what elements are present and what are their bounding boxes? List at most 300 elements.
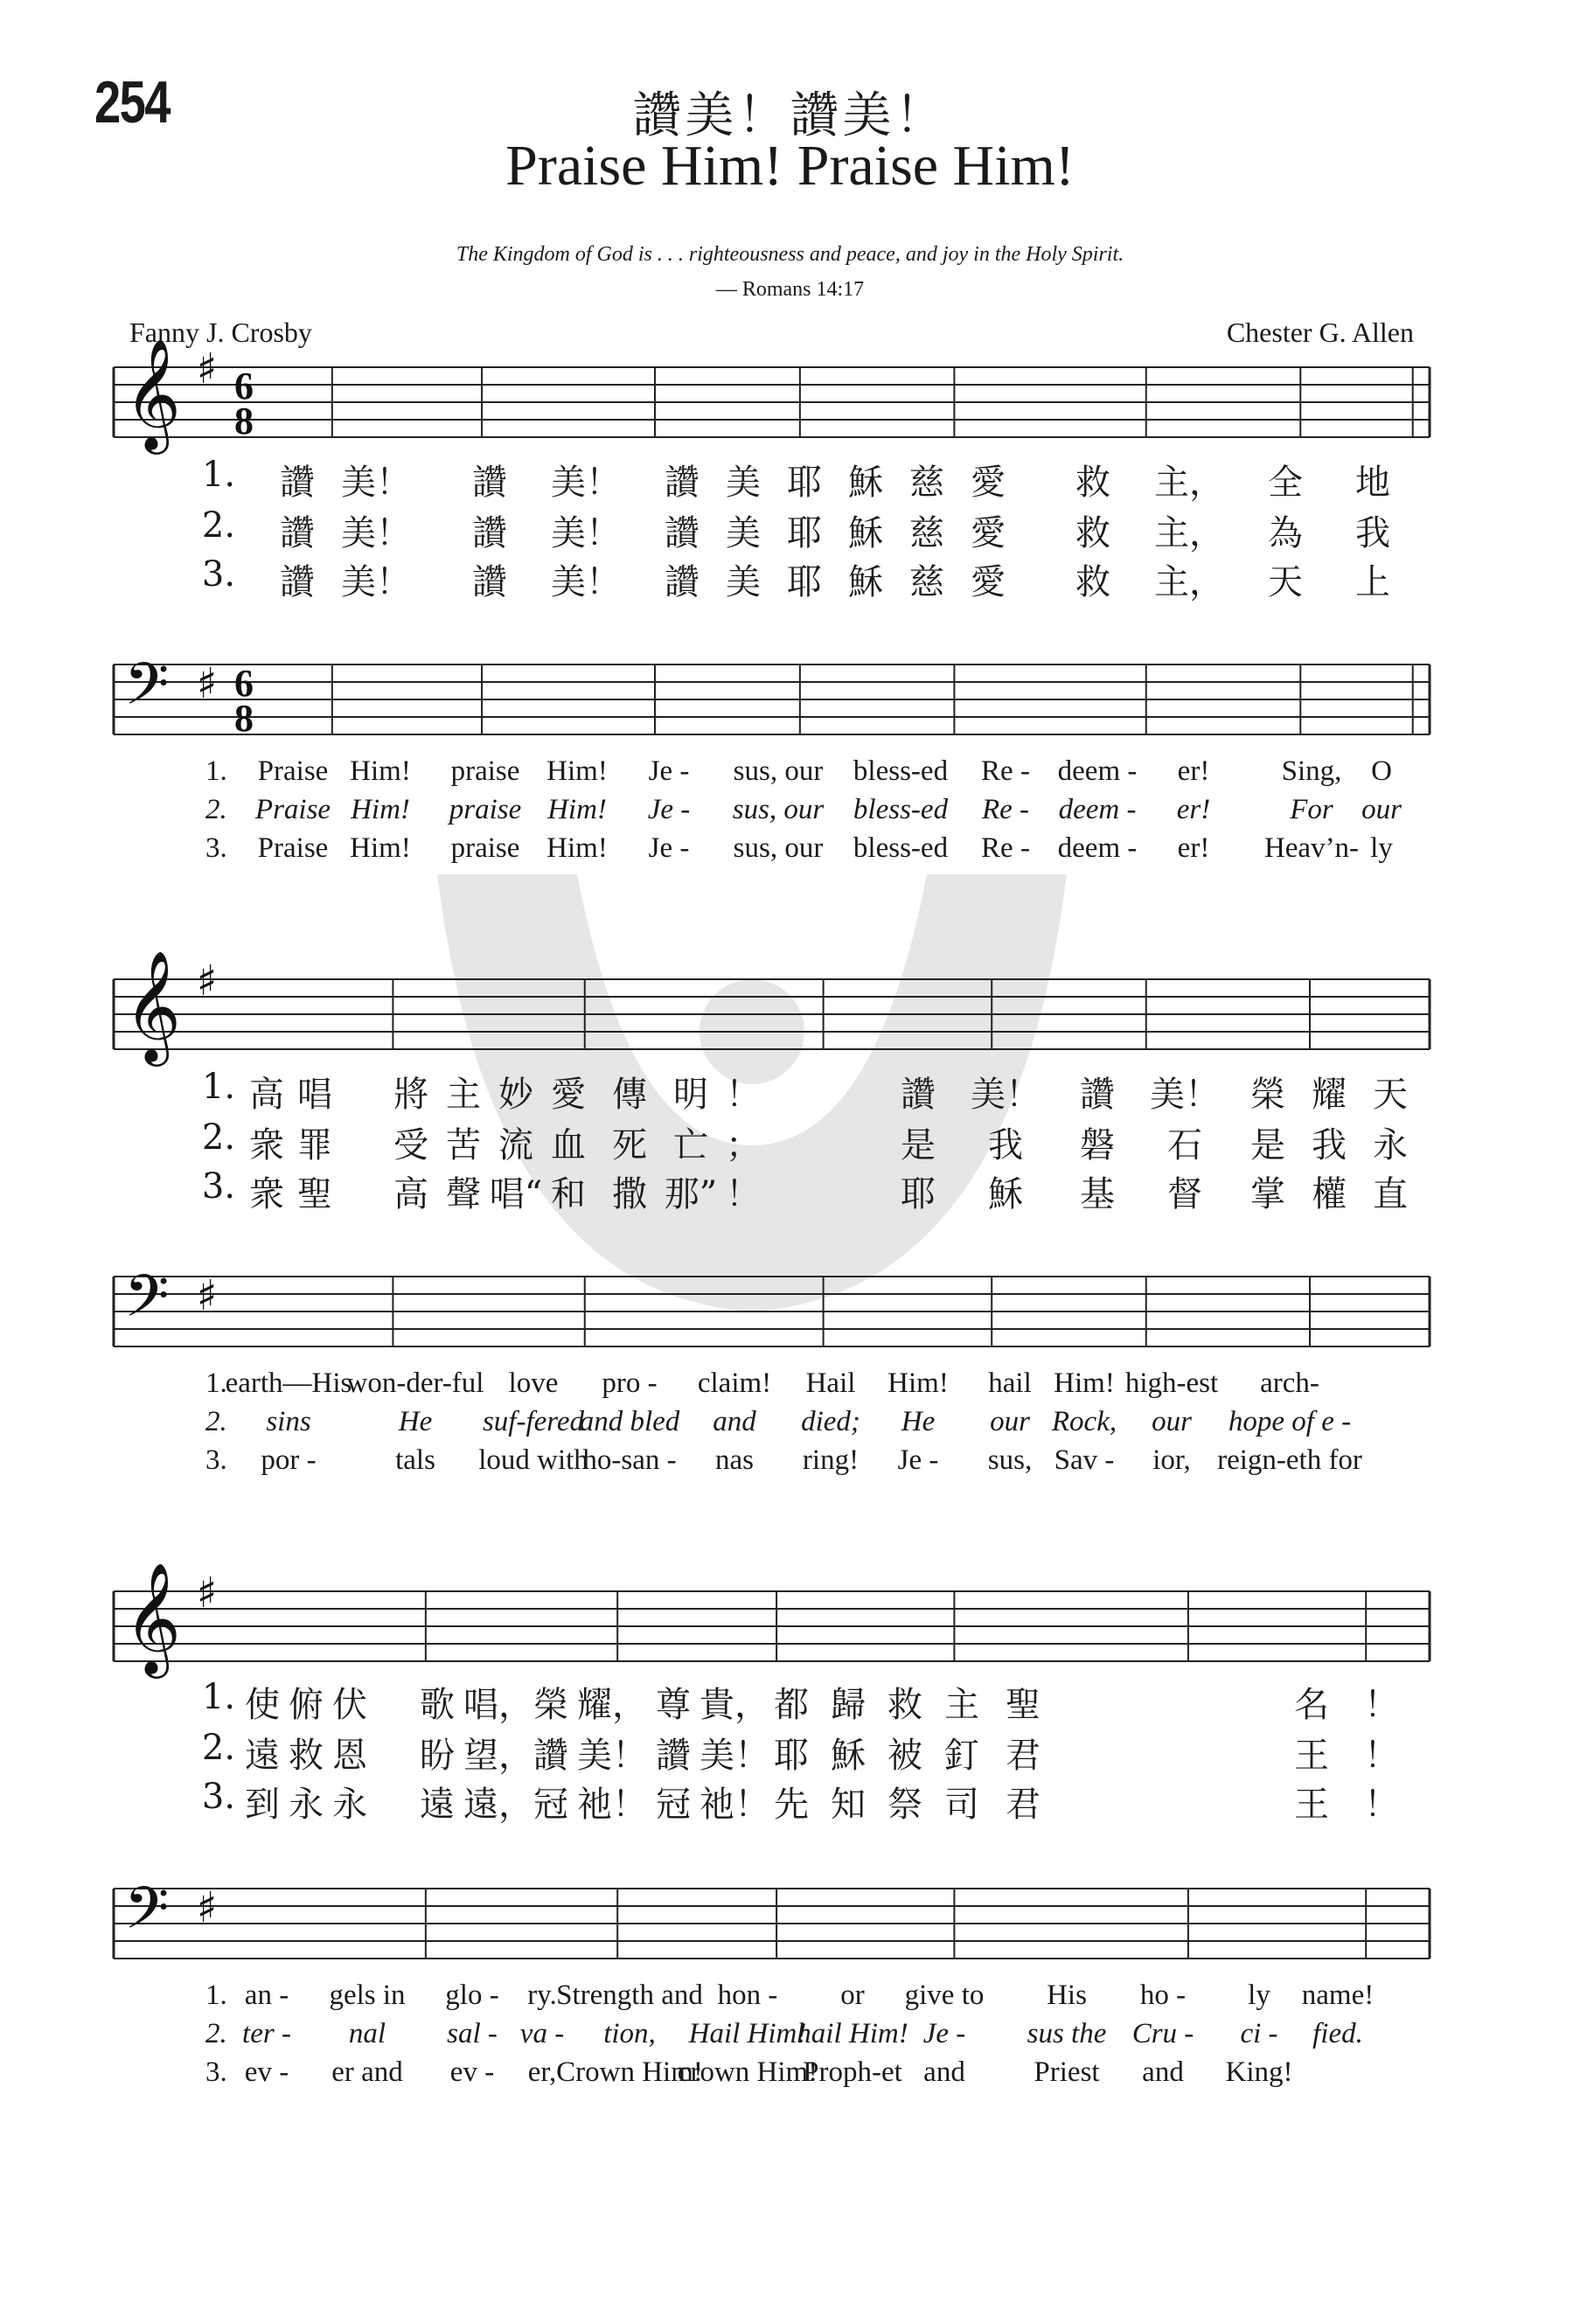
lyric-syllable: 使 <box>245 1685 280 1725</box>
lyric-word: Hail <box>805 1367 856 1399</box>
lyric-syllable: 美 <box>726 513 761 553</box>
lyric-syllable: 永 <box>289 1785 324 1825</box>
lyric-word: Him! <box>887 1367 949 1399</box>
lyric-syllable: 讚 <box>472 513 507 553</box>
verse-number: 1. <box>205 755 227 787</box>
lyric-syllable: 地 <box>1355 463 1390 503</box>
lyric-syllable: 是 <box>1250 1125 1285 1165</box>
lyric-syllable: 到 <box>245 1785 280 1825</box>
lyric-syllable: 救 <box>289 1736 324 1776</box>
lyric-word: va - <box>519 2018 565 2049</box>
chinese-lyrics-verse-1 <box>0 1677 1580 1724</box>
lyric-word: hon - <box>717 1980 778 2011</box>
verse-number: 2. <box>201 1728 236 1768</box>
chinese-lyrics-verse-2 <box>0 505 1580 553</box>
lyric-syllable: 被 <box>887 1736 922 1776</box>
lyric-syllable: 王 <box>1294 1785 1329 1825</box>
lyric-syllable: 救 <box>1075 562 1110 602</box>
lyric-syllable: 基 <box>1080 1174 1115 1214</box>
chinese-lyrics-verse-2 <box>0 1117 1580 1165</box>
lyric-syllable: 明 <box>673 1075 708 1115</box>
bass-clef-icon: 𝄢 <box>124 651 170 732</box>
lyric-word: suf-fered <box>482 1406 585 1437</box>
key-signature-sharp-icon: ♯ <box>197 1271 218 1320</box>
lyric-syllable: ！ <box>1364 1785 1399 1825</box>
lyric-syllable: 讚 <box>472 562 507 602</box>
lyric-syllable: 恩 <box>332 1736 367 1776</box>
chinese-lyrics-verse-1 <box>0 455 1580 502</box>
lyric-syllable: 聲 <box>446 1174 481 1214</box>
verse-number: 1. <box>205 1980 227 2011</box>
verse-number: 1. <box>205 1367 227 1399</box>
lyric-syllable: 讚 <box>665 562 700 602</box>
lyric-syllable: 血 <box>551 1125 586 1165</box>
lyric-word: died; <box>801 1406 860 1437</box>
lyric-word: Proph-et <box>803 2056 902 2088</box>
lyric-syllable: 主 <box>446 1075 481 1115</box>
lyric-syllable: 天 <box>1373 1075 1408 1115</box>
lyric-syllable: ！ <box>1364 1736 1399 1776</box>
lyric-word: Je - <box>922 2018 966 2049</box>
lyric-syllable: 和 <box>551 1174 586 1214</box>
lyric-syllable: 遠 <box>245 1736 280 1776</box>
lyric-word: Re - <box>981 832 1030 864</box>
english-lyrics-verse-1 <box>0 755 1580 790</box>
lyric-syllable: 將 <box>393 1075 428 1115</box>
lyric-syllable: 名 <box>1294 1685 1329 1725</box>
lyric-syllable: ； <box>726 1125 761 1165</box>
title-chinese: 讚美！讚美！ <box>632 87 948 144</box>
lyric-syllable: 遠， <box>463 1785 533 1825</box>
lyric-word: bless-ed <box>853 794 949 825</box>
lyric-word: loud with <box>478 1444 588 1476</box>
lyric-syllable: 愛 <box>971 562 1006 602</box>
chinese-lyrics-verse-3 <box>0 1166 1580 1214</box>
english-lyrics-verse-1 <box>0 1980 1580 2014</box>
lyric-word: O <box>1371 755 1392 787</box>
lyric-word: er! <box>1177 832 1210 864</box>
lyric-syllable: 權 <box>1312 1174 1347 1214</box>
lyric-word: name! <box>1301 1980 1375 2011</box>
lyric-syllable: 永 <box>332 1785 367 1825</box>
lyric-syllable: 慈 <box>909 513 944 553</box>
lyric-syllable: 上 <box>1355 562 1390 602</box>
lyric-word: love <box>508 1367 559 1399</box>
lyric-word: Hail Him! <box>688 2018 807 2049</box>
lyric-syllable: 美 <box>726 562 761 602</box>
time-signature-icon: 6 <box>234 662 254 705</box>
lyric-syllable: 掌 <box>1250 1174 1285 1214</box>
lyric-syllable: 祂！ <box>700 1785 769 1825</box>
lyric-syllable: 是 <box>901 1125 936 1165</box>
lyric-syllable: 石 <box>1167 1125 1202 1165</box>
english-lyrics-verse-2 <box>0 1406 1580 1441</box>
lyric-word: bless-ed <box>853 755 949 787</box>
lyric-word: Him! <box>547 794 607 825</box>
lyric-word: Je - <box>647 794 691 825</box>
lyric-syllable: 我 <box>1355 513 1390 553</box>
lyric-syllable: 主， <box>1154 463 1224 503</box>
lyric-word: fied. <box>1312 2018 1363 2049</box>
lyric-word: Sing, <box>1281 755 1342 787</box>
lyric-word: reign-eth for <box>1217 1444 1362 1476</box>
lyric-syllable: 救 <box>887 1685 922 1725</box>
lyric-syllable: 唱“ <box>489 1174 543 1214</box>
lyric-syllable: 耶 <box>787 562 822 602</box>
verse-number: 2. <box>205 794 227 825</box>
lyric-syllable: 榮 <box>1250 1075 1285 1115</box>
lyric-syllable: 美！ <box>700 1736 769 1776</box>
chinese-lyrics-verse-3 <box>0 554 1580 602</box>
lyric-word: sal - <box>447 2018 498 2049</box>
verse-number: 3. <box>201 1166 236 1207</box>
verse-number: 2. <box>201 505 236 546</box>
lyric-word: Rock, <box>1051 1406 1117 1437</box>
lyric-word: er! <box>1177 755 1210 787</box>
lyric-syllable: 高 <box>249 1075 284 1115</box>
lyric-syllable: 讚 <box>1080 1075 1115 1115</box>
lyric-syllable: 司 <box>944 1785 979 1825</box>
lyric-syllable: 都 <box>774 1685 809 1725</box>
lyric-syllable: 美！ <box>551 463 621 503</box>
lyric-word: He <box>901 1406 936 1437</box>
lyric-syllable: 唱， <box>463 1685 533 1725</box>
lyric-word: our <box>1152 1406 1192 1437</box>
lyric-word: Re - <box>981 794 1030 825</box>
lyric-syllable: 祂！ <box>577 1785 647 1825</box>
lyric-word: pro - <box>602 1367 658 1399</box>
lyric-word: ly <box>1248 1980 1270 2011</box>
lyric-syllable: 穌 <box>848 513 883 553</box>
lyric-syllable: 王 <box>1294 1736 1329 1776</box>
lyric-syllable: ！ <box>726 1075 761 1115</box>
lyric-word: Praise <box>257 832 329 864</box>
lyric-syllable: 唱 <box>297 1075 332 1115</box>
lyric-syllable: 救 <box>1075 513 1110 553</box>
lyric-syllable: 美！ <box>341 463 411 503</box>
time-signature-icon: 8 <box>234 697 254 740</box>
lyric-word: Him! <box>546 832 608 864</box>
lyric-syllable: 亡 <box>673 1125 708 1165</box>
lyric-syllable: 讚 <box>472 463 507 503</box>
lyric-word: Sav - <box>1054 1444 1115 1476</box>
lyric-word: and bled <box>579 1406 680 1437</box>
lyric-syllable: 美！ <box>551 513 621 553</box>
lyric-syllable: 督 <box>1167 1174 1202 1214</box>
lyric-syllable: 愛 <box>971 463 1006 503</box>
lyric-syllable: 穌 <box>848 562 883 602</box>
lyric-syllable: 釘 <box>944 1736 979 1776</box>
lyric-word: give to <box>904 1980 985 2011</box>
chinese-lyrics-verse-2 <box>0 1728 1580 1775</box>
lyric-syllable: 受 <box>393 1125 428 1165</box>
lyric-syllable: 耶 <box>787 513 822 553</box>
bass-clef-icon: 𝄢 <box>124 1875 170 1956</box>
lyric-syllable: 望， <box>463 1736 533 1776</box>
lyric-syllable: 伏 <box>332 1685 367 1725</box>
lyric-syllable: 俯 <box>289 1685 324 1725</box>
lyric-word: ho-san - <box>582 1444 677 1476</box>
lyric-word: er! <box>1176 794 1211 825</box>
lyric-syllable: 君 <box>1006 1736 1041 1776</box>
epigraph: The Kingdom of God is . . . righteousness and peace, and joy in the Holy Spirit. <box>456 243 1124 266</box>
verse-number: 3. <box>205 2056 227 2088</box>
english-lyrics-verse-1 <box>0 1367 1580 1402</box>
lyric-word: ev - <box>244 2056 289 2088</box>
lyric-syllable: 主 <box>944 1685 979 1725</box>
lyric-syllable: 美！ <box>971 1075 1041 1115</box>
lyric-word: er, <box>527 2056 557 2088</box>
lyric-word: and <box>713 1406 756 1437</box>
treble-clef-icon: 𝄞 <box>124 950 182 1061</box>
lyric-word: earth—His <box>225 1367 352 1399</box>
verse-number: 2. <box>201 1117 236 1158</box>
lyric-word: praise <box>450 755 520 787</box>
lyric-syllable: 慈 <box>909 562 944 602</box>
english-lyrics-verse-3 <box>0 832 1580 867</box>
lyricist: Fanny J. Crosby <box>129 317 312 348</box>
lyric-syllable: 讚 <box>280 463 315 503</box>
key-signature-sharp-icon: ♯ <box>197 659 218 708</box>
verse-number: 1. <box>201 1067 236 1107</box>
lyric-syllable: 為 <box>1268 513 1303 553</box>
lyric-syllable: 祭 <box>887 1785 922 1825</box>
lyric-syllable: 美！ <box>341 513 411 553</box>
lyric-word: ry. <box>527 1980 557 2011</box>
lyric-syllable: 天 <box>1268 562 1303 602</box>
lyric-syllable: 罪 <box>297 1125 332 1165</box>
lyric-word: He <box>398 1406 433 1437</box>
lyric-syllable: 讚 <box>665 513 700 553</box>
lyric-word: Him! <box>350 755 411 787</box>
lyric-syllable: 穌 <box>848 463 883 503</box>
lyric-word: ci - <box>1240 2018 1278 2049</box>
bass-clef-icon: 𝄢 <box>124 1263 170 1344</box>
lyric-word: arch- <box>1260 1367 1319 1399</box>
lyric-syllable: 冠 <box>656 1785 691 1825</box>
verse-number: 3. <box>205 1444 227 1476</box>
lyric-word: sus, our <box>733 755 824 787</box>
treble-clef-icon: 𝄞 <box>124 337 182 449</box>
lyric-syllable: 盼 <box>420 1736 455 1776</box>
lyric-word: Strength and <box>556 1980 703 2011</box>
hymn-number: 254 <box>94 69 170 136</box>
lyric-word: bless-ed <box>853 832 949 864</box>
lyric-syllable: 磐 <box>1080 1125 1115 1165</box>
lyric-syllable: 耶 <box>901 1174 936 1214</box>
title-english: Praise Him! Praise Him! <box>505 134 1075 198</box>
lyric-syllable: 我 <box>988 1125 1023 1165</box>
lyric-word: ring! <box>802 1444 860 1476</box>
lyric-syllable: 美！ <box>577 1736 647 1776</box>
lyric-word: praise <box>450 832 520 864</box>
lyric-syllable: 耀， <box>577 1685 647 1725</box>
lyric-word: or <box>840 1980 865 2011</box>
lyric-word: ly <box>1370 832 1393 864</box>
lyric-syllable: 讚 <box>901 1075 936 1115</box>
lyric-word: Praise <box>257 755 329 787</box>
lyric-word: hope of e - <box>1228 1406 1352 1437</box>
lyric-syllable: 冠 <box>533 1785 568 1825</box>
lyric-syllable: 救 <box>1075 463 1110 503</box>
lyric-syllable: 流 <box>498 1125 533 1165</box>
lyric-syllable: 耶 <box>774 1736 809 1776</box>
lyric-word: tals <box>395 1444 435 1476</box>
lyric-word: For <box>1290 794 1333 825</box>
lyric-syllable: 讚 <box>665 463 700 503</box>
lyric-syllable: 苦 <box>446 1125 481 1165</box>
lyric-word: Re - <box>981 755 1030 787</box>
lyric-word: sus, our <box>733 832 824 864</box>
time-signature-icon: 6 <box>234 365 254 407</box>
lyric-syllable: 高 <box>393 1174 428 1214</box>
lyric-syllable: 主， <box>1154 513 1224 553</box>
lyric-syllable: 遠 <box>420 1785 455 1825</box>
english-lyrics-verse-3 <box>0 1444 1580 1479</box>
lyric-syllable: 美！ <box>1150 1075 1220 1115</box>
lyric-word: an - <box>244 1980 289 2011</box>
lyric-word: ter - <box>242 2018 291 2049</box>
key-signature-sharp-icon: ♯ <box>197 1883 218 1932</box>
lyric-syllable: 那” <box>664 1174 718 1214</box>
lyric-word: Him! <box>1054 1367 1115 1399</box>
lyric-syllable: 美！ <box>551 562 621 602</box>
lyric-syllable: 歸 <box>831 1685 866 1725</box>
lyric-word: nal <box>348 2018 386 2049</box>
lyric-syllable: 衆 <box>249 1125 284 1165</box>
lyric-word: Him! <box>350 832 411 864</box>
lyric-syllable: 讚 <box>280 562 315 602</box>
lyric-word: King! <box>1225 2056 1293 2088</box>
lyric-word: Je - <box>648 755 690 787</box>
lyric-word: Crown Him! <box>556 2056 703 2088</box>
lyric-syllable: 歌 <box>420 1685 455 1725</box>
lyric-syllable: 直 <box>1373 1174 1408 1214</box>
lyric-syllable: 耀 <box>1312 1075 1347 1115</box>
lyric-syllable: 耶 <box>787 463 822 503</box>
lyric-syllable: 讚 <box>280 513 315 553</box>
lyric-word: Heav’n- <box>1263 832 1360 864</box>
lyric-word: His <box>1047 1980 1087 2011</box>
lyric-syllable: 讚 <box>533 1736 568 1776</box>
english-lyrics-verse-2 <box>0 2018 1580 2053</box>
epigraph-reference: — Romans 14:17 <box>715 278 865 301</box>
lyric-word: deem - <box>1057 755 1138 787</box>
lyric-syllable: 主， <box>1154 562 1224 602</box>
lyric-word: our <box>990 1406 1030 1437</box>
lyric-syllable: 聖 <box>1006 1685 1041 1725</box>
key-signature-sharp-icon: ♯ <box>197 344 218 393</box>
lyric-word: sus, <box>987 1444 1033 1476</box>
lyric-syllable: 永 <box>1373 1125 1408 1165</box>
lyric-syllable: 知 <box>831 1785 866 1825</box>
lyric-syllable: 愛 <box>971 513 1006 553</box>
composer: Chester G. Allen <box>1226 317 1414 348</box>
lyric-word: our <box>1361 794 1402 825</box>
verse-number: 3. <box>201 554 236 595</box>
lyric-word: er and <box>331 2056 403 2088</box>
lyric-word: ho - <box>1139 1980 1187 2011</box>
lyric-word: Priest <box>1034 2056 1100 2088</box>
lyric-syllable: 聖 <box>297 1174 332 1214</box>
lyric-syllable: 衆 <box>249 1174 284 1214</box>
lyric-word: nas <box>715 1444 754 1476</box>
verse-number: 2. <box>205 2018 227 2049</box>
english-lyrics-verse-3 <box>0 2056 1580 2091</box>
verse-number: 3. <box>205 832 227 864</box>
lyric-word: tion, <box>603 2018 656 2049</box>
verse-number: 2. <box>205 1406 227 1437</box>
lyric-word: deem - <box>1057 832 1138 864</box>
lyric-syllable: 先 <box>774 1785 809 1825</box>
lyric-syllable: 慈 <box>909 463 944 503</box>
lyric-syllable: 傳 <box>612 1075 647 1115</box>
lyric-syllable: 讚 <box>656 1736 691 1776</box>
lyric-syllable: 美！ <box>341 562 411 602</box>
lyric-syllable: 君 <box>1006 1785 1041 1825</box>
lyric-syllable: 美 <box>726 463 761 503</box>
lyric-syllable: 全 <box>1268 463 1303 503</box>
lyric-syllable: 我 <box>1312 1125 1347 1165</box>
lyric-word: praise <box>449 794 522 825</box>
lyric-syllable: ！ <box>726 1174 761 1214</box>
chinese-lyrics-verse-1 <box>0 1067 1580 1114</box>
lyric-word: ior, <box>1152 1444 1191 1476</box>
treble-clef-icon: 𝄞 <box>124 1562 182 1673</box>
lyric-word: Praise <box>254 794 331 825</box>
lyric-word: crown Him! <box>677 2056 818 2088</box>
lyric-syllable: 妙 <box>498 1075 533 1115</box>
key-signature-sharp-icon: ♯ <box>197 1569 218 1618</box>
lyric-syllable: 穌 <box>831 1736 866 1776</box>
lyric-syllable: ！ <box>1364 1685 1399 1725</box>
lyric-word: Him! <box>546 755 608 787</box>
lyric-syllable: 貴， <box>700 1685 769 1725</box>
lyric-syllable: 死 <box>612 1125 647 1165</box>
verse-number: 1. <box>201 455 236 495</box>
lyric-word: ev - <box>449 2056 495 2088</box>
lyric-word: Je - <box>648 832 690 864</box>
lyric-word: and <box>1142 2056 1184 2088</box>
verse-number: 3. <box>201 1777 236 1817</box>
lyric-syllable: 愛 <box>551 1075 586 1115</box>
lyric-word: gels in <box>329 1980 406 2011</box>
lyric-syllable: 尊 <box>656 1685 691 1725</box>
lyric-word: Him! <box>351 794 410 825</box>
verse-number: 1. <box>201 1677 236 1717</box>
lyric-syllable: 撒 <box>612 1174 647 1214</box>
lyric-word: sus, our <box>732 794 825 825</box>
english-lyrics-verse-2 <box>0 794 1580 829</box>
lyric-word: won-der-ful <box>346 1367 484 1399</box>
lyric-syllable: 穌 <box>988 1174 1023 1214</box>
lyric-word: hail Him! <box>797 2018 908 2049</box>
lyric-word: Je - <box>897 1444 939 1476</box>
lyric-word: sus the <box>1027 2018 1107 2049</box>
lyric-word: deem - <box>1058 794 1137 825</box>
lyric-word: sins <box>266 1406 311 1437</box>
lyric-word: claim! <box>697 1367 772 1399</box>
lyric-word: and <box>923 2056 965 2088</box>
lyric-syllable: 榮 <box>533 1685 568 1725</box>
lyric-word: por - <box>261 1444 317 1476</box>
lyric-word: high-est <box>1124 1367 1219 1399</box>
key-signature-sharp-icon: ♯ <box>197 957 218 1005</box>
lyric-word: hail <box>988 1367 1032 1399</box>
lyric-word: Cru - <box>1131 2018 1194 2049</box>
time-signature-icon: 8 <box>234 400 254 442</box>
chinese-lyrics-verse-3 <box>0 1777 1580 1824</box>
